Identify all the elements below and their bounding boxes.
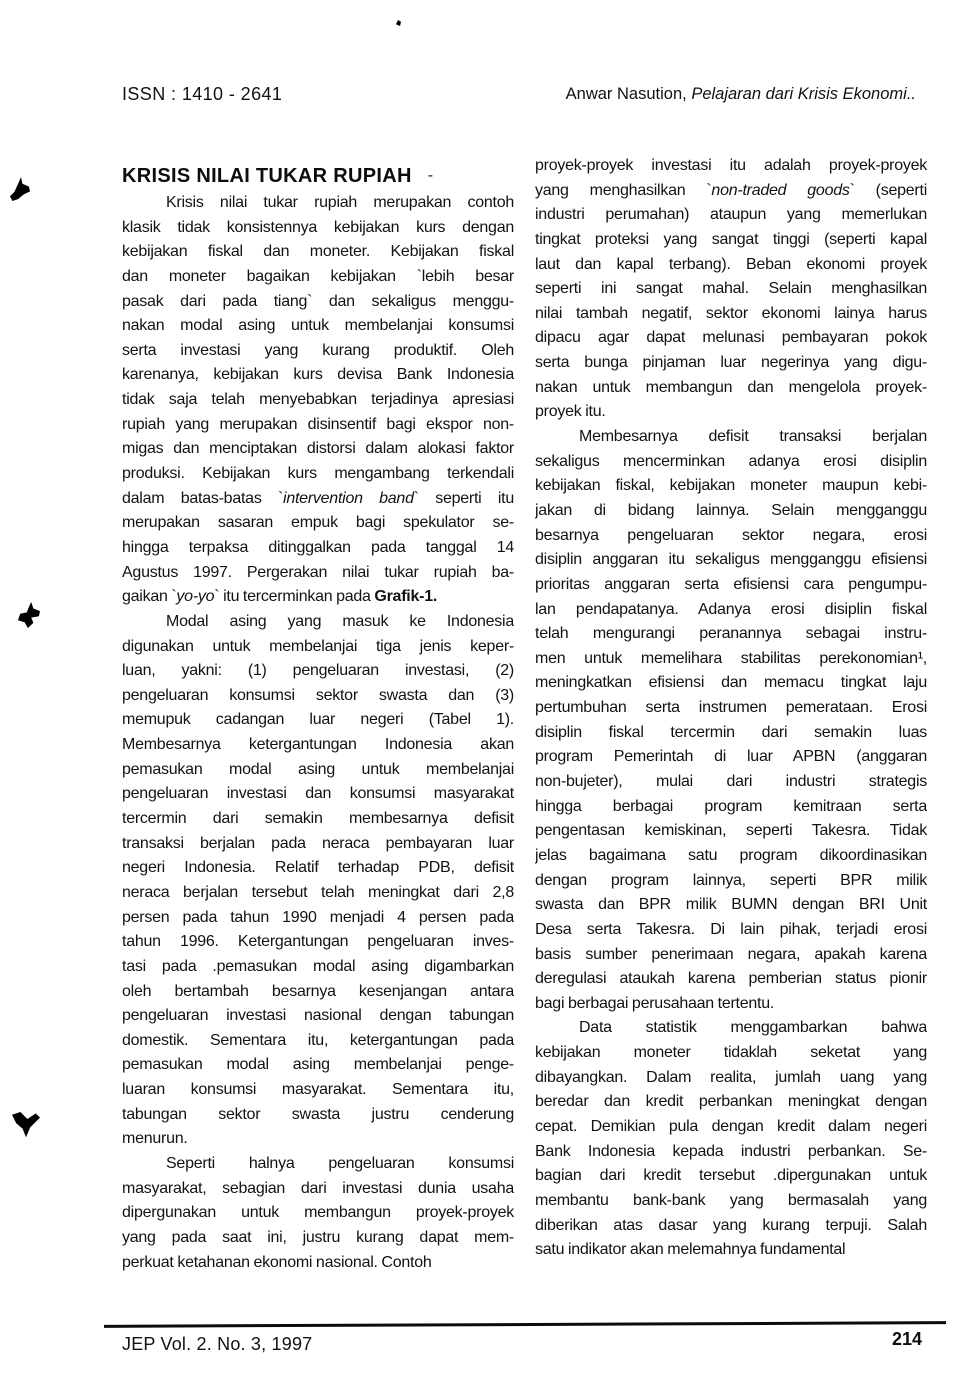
text-line bbox=[122, 240, 514, 265]
text-segment: bagi berbagai perusahaan tertentu. bbox=[535, 994, 775, 1012]
text-line bbox=[122, 930, 514, 955]
paragraph bbox=[535, 425, 927, 1016]
text-segment: pemasukan modal asing untuk membelanjai bbox=[122, 760, 514, 778]
text-line bbox=[535, 1214, 927, 1239]
text-segment: pengeluaran konsumsi sektor swasta dan (3) bbox=[122, 686, 514, 704]
text-line bbox=[535, 1140, 927, 1165]
italic-text: intervention band bbox=[283, 489, 414, 507]
left-column bbox=[122, 162, 514, 1275]
text-segment: kebijakan fiskal, kebijakan moneter maupun kebi- bbox=[535, 477, 927, 495]
text-segment: serta bunga pinjaman luar negerinya yang digu- bbox=[535, 354, 927, 372]
text-line bbox=[535, 1066, 927, 1091]
text-segment: negeri Indonesia. Relatif terhadap PDB, defisit bbox=[122, 859, 514, 877]
text-segment: deregulasi ataukah karena pemberian status pionir bbox=[535, 970, 927, 988]
journal-volume-label: JEP Vol. 2. No. 3, 1997 bbox=[122, 1334, 313, 1354]
issn-label: ISSN : 1410 - 2641 bbox=[122, 84, 283, 104]
text-segment: perkuat ketahanan ekonomi nasional. Contoh bbox=[122, 1253, 432, 1271]
text-segment: industri perumahan) ataupun yang memerlukan bbox=[535, 206, 927, 224]
text-line bbox=[122, 216, 514, 241]
text-line bbox=[122, 462, 514, 487]
text-line bbox=[122, 1053, 514, 1078]
text-segment: dipergunakan untuk membangun proyek-proyek bbox=[122, 1204, 514, 1222]
text-line bbox=[535, 1041, 927, 1066]
text-segment: hingga berbagai program kemitraan serta bbox=[535, 797, 927, 815]
text-segment: dipacu agar dapat melunasi pembayaran pokok bbox=[535, 329, 927, 347]
text-line bbox=[122, 733, 514, 758]
ink-mark-artifact bbox=[10, 177, 30, 201]
text-line bbox=[122, 708, 514, 733]
text-line bbox=[535, 770, 927, 795]
text-line bbox=[535, 277, 927, 302]
text-segment: besarnya pengeluaran sektor negara, erosi bbox=[535, 526, 927, 544]
text-segment: dalam batas-batas ` bbox=[122, 489, 284, 507]
text-segment: prioritas anggaran serta efisiensi cara pengumpu- bbox=[535, 575, 927, 593]
text-line bbox=[122, 758, 514, 783]
text-line bbox=[535, 203, 927, 228]
right-column-text bbox=[535, 154, 927, 1263]
text-segment: pertumbuhan serta instrumen pemerataan. Erosi bbox=[535, 699, 927, 717]
text-segment: pengeluaran investasi dan konsumsi masyarakat bbox=[122, 785, 514, 803]
text-segment: membantu bank-bank yang bermasalah yang bbox=[535, 1191, 927, 1209]
text-line bbox=[535, 1090, 927, 1115]
text-segment: tercermin dari semakin membesarnya defisit bbox=[122, 810, 514, 828]
text-segment: klasik tidak konsistennya kebijakan kurs dengan bbox=[122, 218, 514, 236]
text-segment: nakan modal asing untuk membelanjai konsumsi bbox=[122, 317, 514, 335]
paragraph bbox=[535, 1016, 927, 1262]
text-line bbox=[535, 524, 927, 549]
ink-mark-artifact bbox=[12, 1112, 40, 1140]
text-segment: Seperti halnya pengeluaran konsumsi bbox=[166, 1154, 514, 1172]
text-segment: Krisis nilai tukar rupiah merupakan contoh bbox=[166, 194, 514, 211]
text-line bbox=[122, 511, 514, 536]
text-line bbox=[535, 1238, 927, 1263]
text-line bbox=[122, 561, 514, 586]
text-segment: dan moneter bagaikan kebijakan `lebih besar bbox=[122, 267, 514, 285]
text-segment: Data statistik menggambarkan bahwa bbox=[579, 1019, 927, 1037]
text-segment: men untuk memelihara stabilitas perekonomian¹, bbox=[535, 649, 927, 667]
text-line bbox=[535, 622, 927, 647]
text-line bbox=[122, 1226, 514, 1251]
text-line bbox=[535, 253, 927, 278]
italic-text: yo-yo bbox=[176, 588, 215, 606]
text-segment: produksi. Kebijakan kurs mengambang terkendali bbox=[122, 465, 514, 483]
text-line bbox=[535, 943, 927, 968]
footer-rule bbox=[104, 1321, 946, 1328]
text-line bbox=[122, 881, 514, 906]
text-segment: nakan untuk membangun dan mengelola proyek- bbox=[535, 378, 927, 396]
text-line bbox=[122, 388, 514, 413]
text-line bbox=[122, 413, 514, 438]
text-segment: swasta dan BPR milik BUMN dengan BRI Unit bbox=[535, 896, 927, 914]
text-line bbox=[535, 573, 927, 598]
paragraph bbox=[122, 191, 514, 610]
text-line bbox=[535, 326, 927, 351]
text-line bbox=[535, 992, 927, 1017]
text-line bbox=[122, 1127, 514, 1152]
text-segment: nilai tambah negatif, sektor ekonomi lainya harus bbox=[535, 304, 927, 322]
text-segment: pengentasan kemiskinan, seperti Takesra. Tidak bbox=[535, 822, 927, 840]
text-segment: jakan di bidang lainnya. Selain mengganggu bbox=[535, 501, 927, 519]
text-segment: yang pada saat ini, justru kurang dapat mem- bbox=[122, 1228, 514, 1246]
text-segment: ` seperti itu bbox=[413, 489, 514, 507]
text-segment: proyek itu. bbox=[535, 403, 606, 421]
text-segment: karenanya, kebijakan kurs devisa Bank Indonesia bbox=[122, 366, 514, 384]
text-line bbox=[535, 351, 927, 376]
text-segment: pasak dari pada tiang` dan sekaligus menggu- bbox=[122, 292, 514, 310]
text-segment: transaksi berjalan pada neraca pembayaran luar bbox=[122, 834, 514, 852]
text-segment: laut dan kapal terbang). Beban ekonomi proyek bbox=[535, 255, 927, 273]
text-segment: diberikan atas dasar yang kurang terpuji. Salah bbox=[535, 1216, 927, 1234]
text-line bbox=[122, 980, 514, 1005]
text-segment: Membesarnya ketergantungan Indonesia akan bbox=[122, 736, 514, 754]
text-line bbox=[122, 1201, 514, 1226]
text-line bbox=[122, 191, 514, 216]
text-line bbox=[122, 314, 514, 339]
text-segment: satu indikator akan melemahnya fundamental bbox=[535, 1241, 846, 1259]
text-line bbox=[535, 1164, 927, 1189]
text-line bbox=[122, 585, 514, 610]
text-line bbox=[535, 696, 927, 721]
text-segment: migas dan menciptakan distorsi dalam alokasi faktor bbox=[122, 440, 514, 458]
text-segment: digunakan untuk membelanjai tiga jenis keper- bbox=[122, 637, 514, 655]
text-line bbox=[122, 536, 514, 561]
text-line bbox=[122, 487, 514, 512]
text-segment: pemasukan modal asing membelanjai penge- bbox=[122, 1056, 514, 1074]
text-line bbox=[122, 1251, 514, 1276]
running-header-author: Anwar Nasution, bbox=[565, 85, 692, 103]
text-line bbox=[535, 967, 927, 992]
ink-mark-artifact bbox=[396, 20, 401, 26]
text-segment: persen pada tahun 1990 menjadi 4 persen pada bbox=[122, 908, 514, 926]
text-line bbox=[122, 955, 514, 980]
text-segment: jelas bagaimana satu program dikoordinasikan bbox=[535, 846, 927, 864]
left-column-text bbox=[122, 191, 514, 1275]
text-line bbox=[535, 819, 927, 844]
text-segment: pengeluaran investasi nasional dengan tabungan bbox=[122, 1007, 514, 1025]
text-line bbox=[535, 647, 927, 672]
text-line bbox=[535, 869, 927, 894]
text-line bbox=[122, 659, 514, 684]
text-segment: Agustus 1997. Pergerakan nilai tukar rupiah ba- bbox=[122, 563, 514, 581]
paragraph bbox=[122, 1152, 514, 1275]
text-segment: masyarakat, sebagian dari investasi dunia usaha bbox=[122, 1179, 514, 1197]
text-line bbox=[535, 302, 927, 327]
page-number: 214 bbox=[891, 1329, 922, 1349]
paragraph bbox=[122, 610, 514, 1152]
text-segment: merupakan sasaran empuk bagi spekulator se- bbox=[122, 514, 514, 532]
text-segment: lan pendapatanya. Adanya erosi disiplin fiskal bbox=[535, 600, 927, 618]
text-line bbox=[535, 671, 927, 696]
text-segment: non-bujeter), mulai dari industri strategis bbox=[535, 773, 927, 791]
text-line bbox=[535, 795, 927, 820]
text-line bbox=[535, 376, 927, 401]
heading-dash-artifact: - bbox=[427, 167, 434, 184]
text-line bbox=[122, 363, 514, 388]
text-line bbox=[122, 635, 514, 660]
text-line bbox=[122, 856, 514, 881]
text-line bbox=[535, 548, 927, 573]
text-segment: disiplin anggaran itu sekaligus mengganggu efisiensi bbox=[535, 551, 927, 569]
text-line bbox=[122, 610, 514, 635]
text-segment: rupiah yang merupakan disinsentif bagi ekspor non- bbox=[122, 415, 514, 433]
text-segment: program Pemerintah di luar APBN (anggaran bbox=[535, 748, 927, 766]
text-segment: cepat. Demikian pula dengan kredit dalam negeri bbox=[535, 1117, 927, 1135]
text-segment: tasi pada .pemasukan modal asing digambarkan bbox=[122, 957, 514, 975]
text-line bbox=[122, 1152, 514, 1177]
text-line bbox=[122, 339, 514, 364]
text-line bbox=[535, 1016, 927, 1041]
text-segment: Modal asing yang masuk ke Indonesia bbox=[166, 612, 514, 630]
text-segment: tidak saja telah menyebabkan terjadinya apresiasi bbox=[122, 391, 514, 409]
text-segment: telah mengurangi peranannya sebagai instru- bbox=[535, 625, 927, 643]
text-line bbox=[535, 745, 927, 770]
text-line bbox=[535, 499, 927, 524]
text-segment: disiplin fiskal tercermin dari semakin luas bbox=[535, 723, 927, 741]
running-header-title: Pelajaran dari Krisis Ekonomi.. bbox=[691, 85, 916, 103]
text-segment: meningkatkan efisiensi dan memacu tingkat laju bbox=[535, 674, 927, 692]
ink-mark-artifact bbox=[18, 602, 40, 628]
text-segment: neraca berjalan tersebut telah meningkat dari 2,8 bbox=[122, 883, 514, 901]
text-segment: beredar dan kredit perbankan meningkat dengan bbox=[535, 1093, 927, 1111]
paragraph bbox=[535, 154, 927, 425]
text-segment: bagian dari kredit tersebut .dipergunakan untuk bbox=[535, 1167, 927, 1185]
text-segment: tingkat proteksi yang sangat tinggi (seperti kapal bbox=[535, 230, 927, 248]
text-line bbox=[122, 906, 514, 931]
text-line bbox=[122, 1177, 514, 1202]
text-line bbox=[122, 684, 514, 709]
text-segment: Desa serta Takesra. Di lain pihak, terjadi erosi bbox=[535, 920, 927, 938]
text-segment: domestik. Sementara itu, ketergantungan pada bbox=[122, 1031, 514, 1049]
text-line bbox=[122, 1103, 514, 1128]
right-column bbox=[535, 154, 927, 1263]
text-line bbox=[535, 1115, 927, 1140]
text-line bbox=[535, 918, 927, 943]
text-line bbox=[535, 844, 927, 869]
text-segment: proyek-proyek investasi itu adalah proyek-proyek bbox=[535, 157, 927, 174]
text-segment: menurun. bbox=[122, 1130, 188, 1148]
text-line bbox=[122, 265, 514, 290]
text-segment: ` (seperti bbox=[849, 181, 927, 199]
text-line bbox=[535, 179, 927, 204]
text-line bbox=[122, 832, 514, 857]
text-segment: kebijakan fiskal dan moneter. Kebijakan fiskal bbox=[122, 243, 514, 261]
text-segment: sekaligus mencerminkan adanya erosi disiplin bbox=[535, 452, 927, 470]
text-line bbox=[535, 425, 927, 450]
text-segment: hingga terpaksa ditinggalkan pada tanggal 14 bbox=[122, 538, 514, 556]
text-line bbox=[535, 893, 927, 918]
text-line bbox=[122, 807, 514, 832]
text-segment: tahun 1996. Ketergantungan pengeluaran inves- bbox=[122, 933, 514, 951]
text-segment: gaikan ` bbox=[122, 588, 177, 606]
section-heading: KRISIS NILAI TUKAR RUPIAH bbox=[122, 165, 412, 187]
text-line bbox=[535, 154, 927, 179]
text-line bbox=[535, 1189, 927, 1214]
text-segment: kebijakan moneter tidaklah seketat yang bbox=[535, 1044, 927, 1062]
text-line bbox=[535, 400, 927, 425]
text-segment: tabungan sektor swasta justru cenderung bbox=[122, 1105, 514, 1123]
text-segment: Bank Indonesia kepada industri perbankan. Se- bbox=[535, 1142, 927, 1160]
text-line bbox=[535, 721, 927, 746]
text-segment: Membesarnya defisit transaksi berjalan bbox=[579, 428, 927, 446]
text-line bbox=[122, 782, 514, 807]
section-heading-row bbox=[122, 162, 514, 190]
text-line bbox=[535, 450, 927, 475]
text-line bbox=[122, 1078, 514, 1103]
text-segment: ` itu tercerminkan pada bbox=[214, 588, 375, 606]
bold-text: Grafik-1. bbox=[374, 588, 438, 606]
text-segment: yang menghasilkan ` bbox=[535, 181, 712, 199]
text-segment: luaran konsumsi masyarakat. Sementara itu, bbox=[122, 1081, 514, 1099]
text-line bbox=[535, 228, 927, 253]
text-line bbox=[122, 1004, 514, 1029]
text-segment: seperti ini sangat mahal. Selain menghasilkan bbox=[535, 280, 927, 298]
text-line bbox=[535, 598, 927, 623]
text-line bbox=[122, 1029, 514, 1054]
text-line bbox=[122, 437, 514, 462]
text-line bbox=[122, 290, 514, 315]
text-segment: basis sumber penerimaan negara, apakah karena bbox=[535, 945, 927, 963]
running-header bbox=[566, 85, 916, 104]
text-line bbox=[535, 474, 927, 499]
text-segment: memupuk cadangan luar negeri (Tabel 1). bbox=[122, 711, 514, 729]
text-segment: oleh bertambah besarnya kesenjangan antara bbox=[122, 982, 514, 1000]
text-segment: dengan program lainnya, seperti BPR milik bbox=[535, 871, 927, 889]
text-segment: serta investasi yang kurang produktif. Oleh bbox=[122, 341, 514, 359]
italic-text: non-traded goods bbox=[711, 181, 850, 199]
text-segment: luan, yakni: (1) pengeluaran investasi, (2) bbox=[122, 662, 514, 680]
text-segment: dibayangkan. Dalam realita, jumlah uang yang bbox=[535, 1068, 927, 1086]
